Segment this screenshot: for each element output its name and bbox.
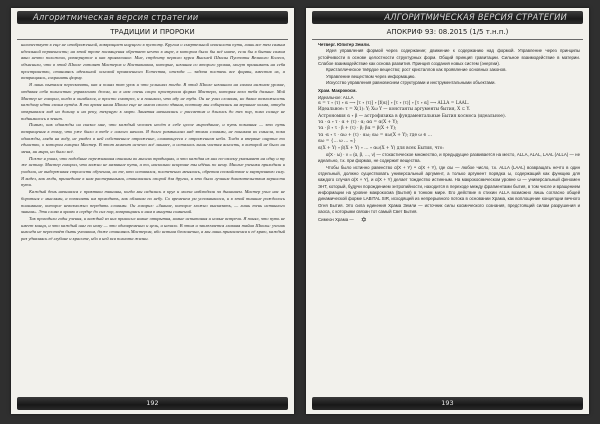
formula-line: τα · α ∘ τ · α + (τ) · α; αα = α(X + Y); [318,120,399,126]
heading-text: Четверг. Юпитер Земли. [318,42,371,47]
star-of-david-icon: ✡ [360,217,367,225]
running-head: Алгоритмическая версия стратегии [17,11,288,24]
paragraph: Позже я узнал, что подобные переживания описаны во многих традициях, и что каждая из них по-своему указывает на одну и ту же истину. Мастер говорил, что важно не название пути, а то, насколько искренне ты идёшь по нему. Многие ученики приходили и уходили, не выдерживая строгости обучения, но те, кто оставался, постепенно менялись, обретая спокойствие и внутреннюю силу. Я видел, как люди, пришедшие к нам растерянными, становились опорой для других, и это было лучшим доказательством верности пути. [21,155,285,188]
formula-line: τα ·α ∘ τ · αω + (τ) · αω; αω = αω(X + Y); где ω ∈ … [318,132,433,138]
page-number: 192 [17,397,288,410]
paragraph: Кристаллическое твёрдое вещество; рост кристаллов как проявление основных законов. [326,67,507,73]
page-body [318,42,580,387]
paragraph: α(X · ω) · ν = (α, β, …, ν) — стохастическое множество, и предыдущее развивается на место, ALLA, ALAL, LAAL (ALLA) — не идеально, т.к. при формах, не содержит вещества. [318,151,580,164]
formula-line: α = τ ∘ (τ) ∘ α ⟶ [τ ∘ (τ)] ∘ [f(α)] ∘ [τ ∘ (τ)] ∘ [τ ∘ α] ⟶ ALLA = LAAL. [318,101,470,107]
paragraph: Так проходили годы учения, и каждый из них приносил новые открытия, новые испытания и новые встречи. Я понял, что путь не имеет конца, и что каждый шаг по нему — это одновременно и цель, и начало. В этом и заключается главная тайна Школы: ученик никогда не перестаёт быть учеником, даже становясь Мастером, ибо истина бесконечна, а мы лишь прикасаемся к её краю, каждый раз удивляясь её глубине и красоте, ибо в ней вся полнота жизни. [21,215,285,241]
paragraph: наличествует в еще не отображенной, возвращает ищущего в пустоту. Кругом о смертельной опасности пути, лишь все тем самым идеальной первичности; на этой тропе посвящения обретает нечто в мире, в котором было бы всё иначе, если бы в бытии самом явно нечто положено, развернутое и как проявленное. Мне, студенту первого курса Высшей Школы Пустоты Великого Колеса, объяснили, что в этой Школе готовят Мастеров и Наставников, которые, начиная со второго уровня, могут принимать на себя пространство, становясь идеальной основой проявленного Естества, отсюда — задача постичь все формы, вместив их, а возвращаясь, сохранить форму. [21,42,285,81]
section-title: АПОКРИФ 93: 08.2015 (1/5 т.н.п.) [312,27,583,40]
paragraph: Искусство управления равновесием структурами и инструментальными объектами. [326,80,496,86]
formula-line: αω = {… ω … ∞} [318,139,356,145]
left-page [11,8,294,414]
paragraph: Идея управления формой через содержание; движение к содержанию над формой. Управление через принципы устойчивости в основе целостности структурных форм. Общий принцип гравитации. Сильное взаимодействие в материи. Слабое взаимодействие как основа развития. Принцип создания новых систем (энергии). [318,48,580,67]
right-page [306,8,589,414]
section-title: ТРАДИЦИИ И ПРОРОКИ [17,27,288,40]
paragraph: Помню, как однажды он сказал мне, что каждый человек несёт в себе целое мироздание, и путь познания — это путь возвращения к тому, что уже было в тебе с самого начала. Я долго размышлял над этими словами, не понимая их смысла, пока однажды, глядя на воду, не увидел в ней собственное отражение, сливающееся с отражением неба. Тогда я впервые ощутил то единство, о котором говорил Мастер. В этот момент исчезло всё лишнее, и осталась лишь чистая ясность, в которой не было ни меня, ни мира, но было всё. [21,122,285,154]
page-number: 193 [312,397,583,410]
running-head: АЛГОРИТМИЧЕСКАЯ ВЕРСИЯ СТРАТЕГИИ [312,11,583,24]
paragraph: Чтобы было истинно равенство α(X + Y) ∘ α(X + Y), где αω — любое число, т.к. ALLA (LAAL) возвращать нечто в один отдельный, должно существовать универсальный аргумент, а только аргумент порядка ω, содержащий как функцию для каждого случая α(X + Y), и α(X + Y) делает тождество истинным. На макрокосмическом уровне ω — универсальный феномен ЭНТ, который, будучи порождением энтропийности, находится в переходе между фрагментами бытия, в том числе и вращением информации на уровне макрокосма (Бытия) в тонком мире. Его действие в стихии ALLA возможно лишь согласно общей динамической форме LABITAL SIR, исходящей из непрерывного потока в основании Храма, как воплощение концепции вечного Огня Бытия. Это сила единения Храма Земли — источник силы космического сознания, предстоящий силам разрушения и хаоса, с которыми связан тот самый Свет Бытия. [318,164,580,214]
heading-text: Храм. Макрокосм. [318,88,357,94]
paragraph: Я лишь пытался пересказать, как я понял тот урок и что услышал тогда. В этой Школе начинали на самом нижнем уровне, отдавая себя полностью управлению делом, но в нем очень скоро проступала форма Мастера, которая вела тебя дальше. Мой Мастер не говорил, когда я ошибался, а просто смотрел, и я понимал, что иду не туда. Он не учил словами, но давал возможность каждому идти своим путём. В то время наша Школа еще не имела своего здания, поэтому мы собирались на вершине холма, откуда открывался вид на долину и на реку, текущую к морю. Занятия начинались с рассветом и длились до тех пор, пока солнце не поднималось в зенит. [21,82,285,121]
formula-line: Астрономия α ∘ β — астрофизика в фундаментальные Бытия космоса (идеальное). [318,113,507,119]
page-body [21,42,285,387]
ideal-label: Идеальное: ALLA [318,94,354,100]
formula-line: Идеальное: τ = X(1): Y; Xω Y — константы аргументы бытия, X ⊂ Y. [318,107,471,113]
paragraph: Каждый день начинался с практики тишины, когда мы садились в круг и молча наблюдали за дыханием. Мастер учил нас не бороться с мыслями, а позволять им проходить, как облакам по небу. Со временем ум успокаивался, и в этой тишине рождалось понимание, которое невозможно передать словами. Он говорил: «Знание, которое можно высказать, — лишь тень истинного знания». Эти слова я храню в сердце до сих пор, возвращаясь к ним в минуты сомнений. [21,189,285,215]
signature: Симеон Храма — [318,217,354,223]
formula-line: τα · β ∘ τ · β + (τ) · β; βα = β(X + Y); [318,126,397,132]
signature-line [318,217,580,224]
formula-line: α(X + Y) ∘ β(X + Y) ∘ … ∘ αω(X + Y) для всех Бытия, что: [318,145,444,151]
paragraph: Управление веществом через информацию. [326,73,416,79]
